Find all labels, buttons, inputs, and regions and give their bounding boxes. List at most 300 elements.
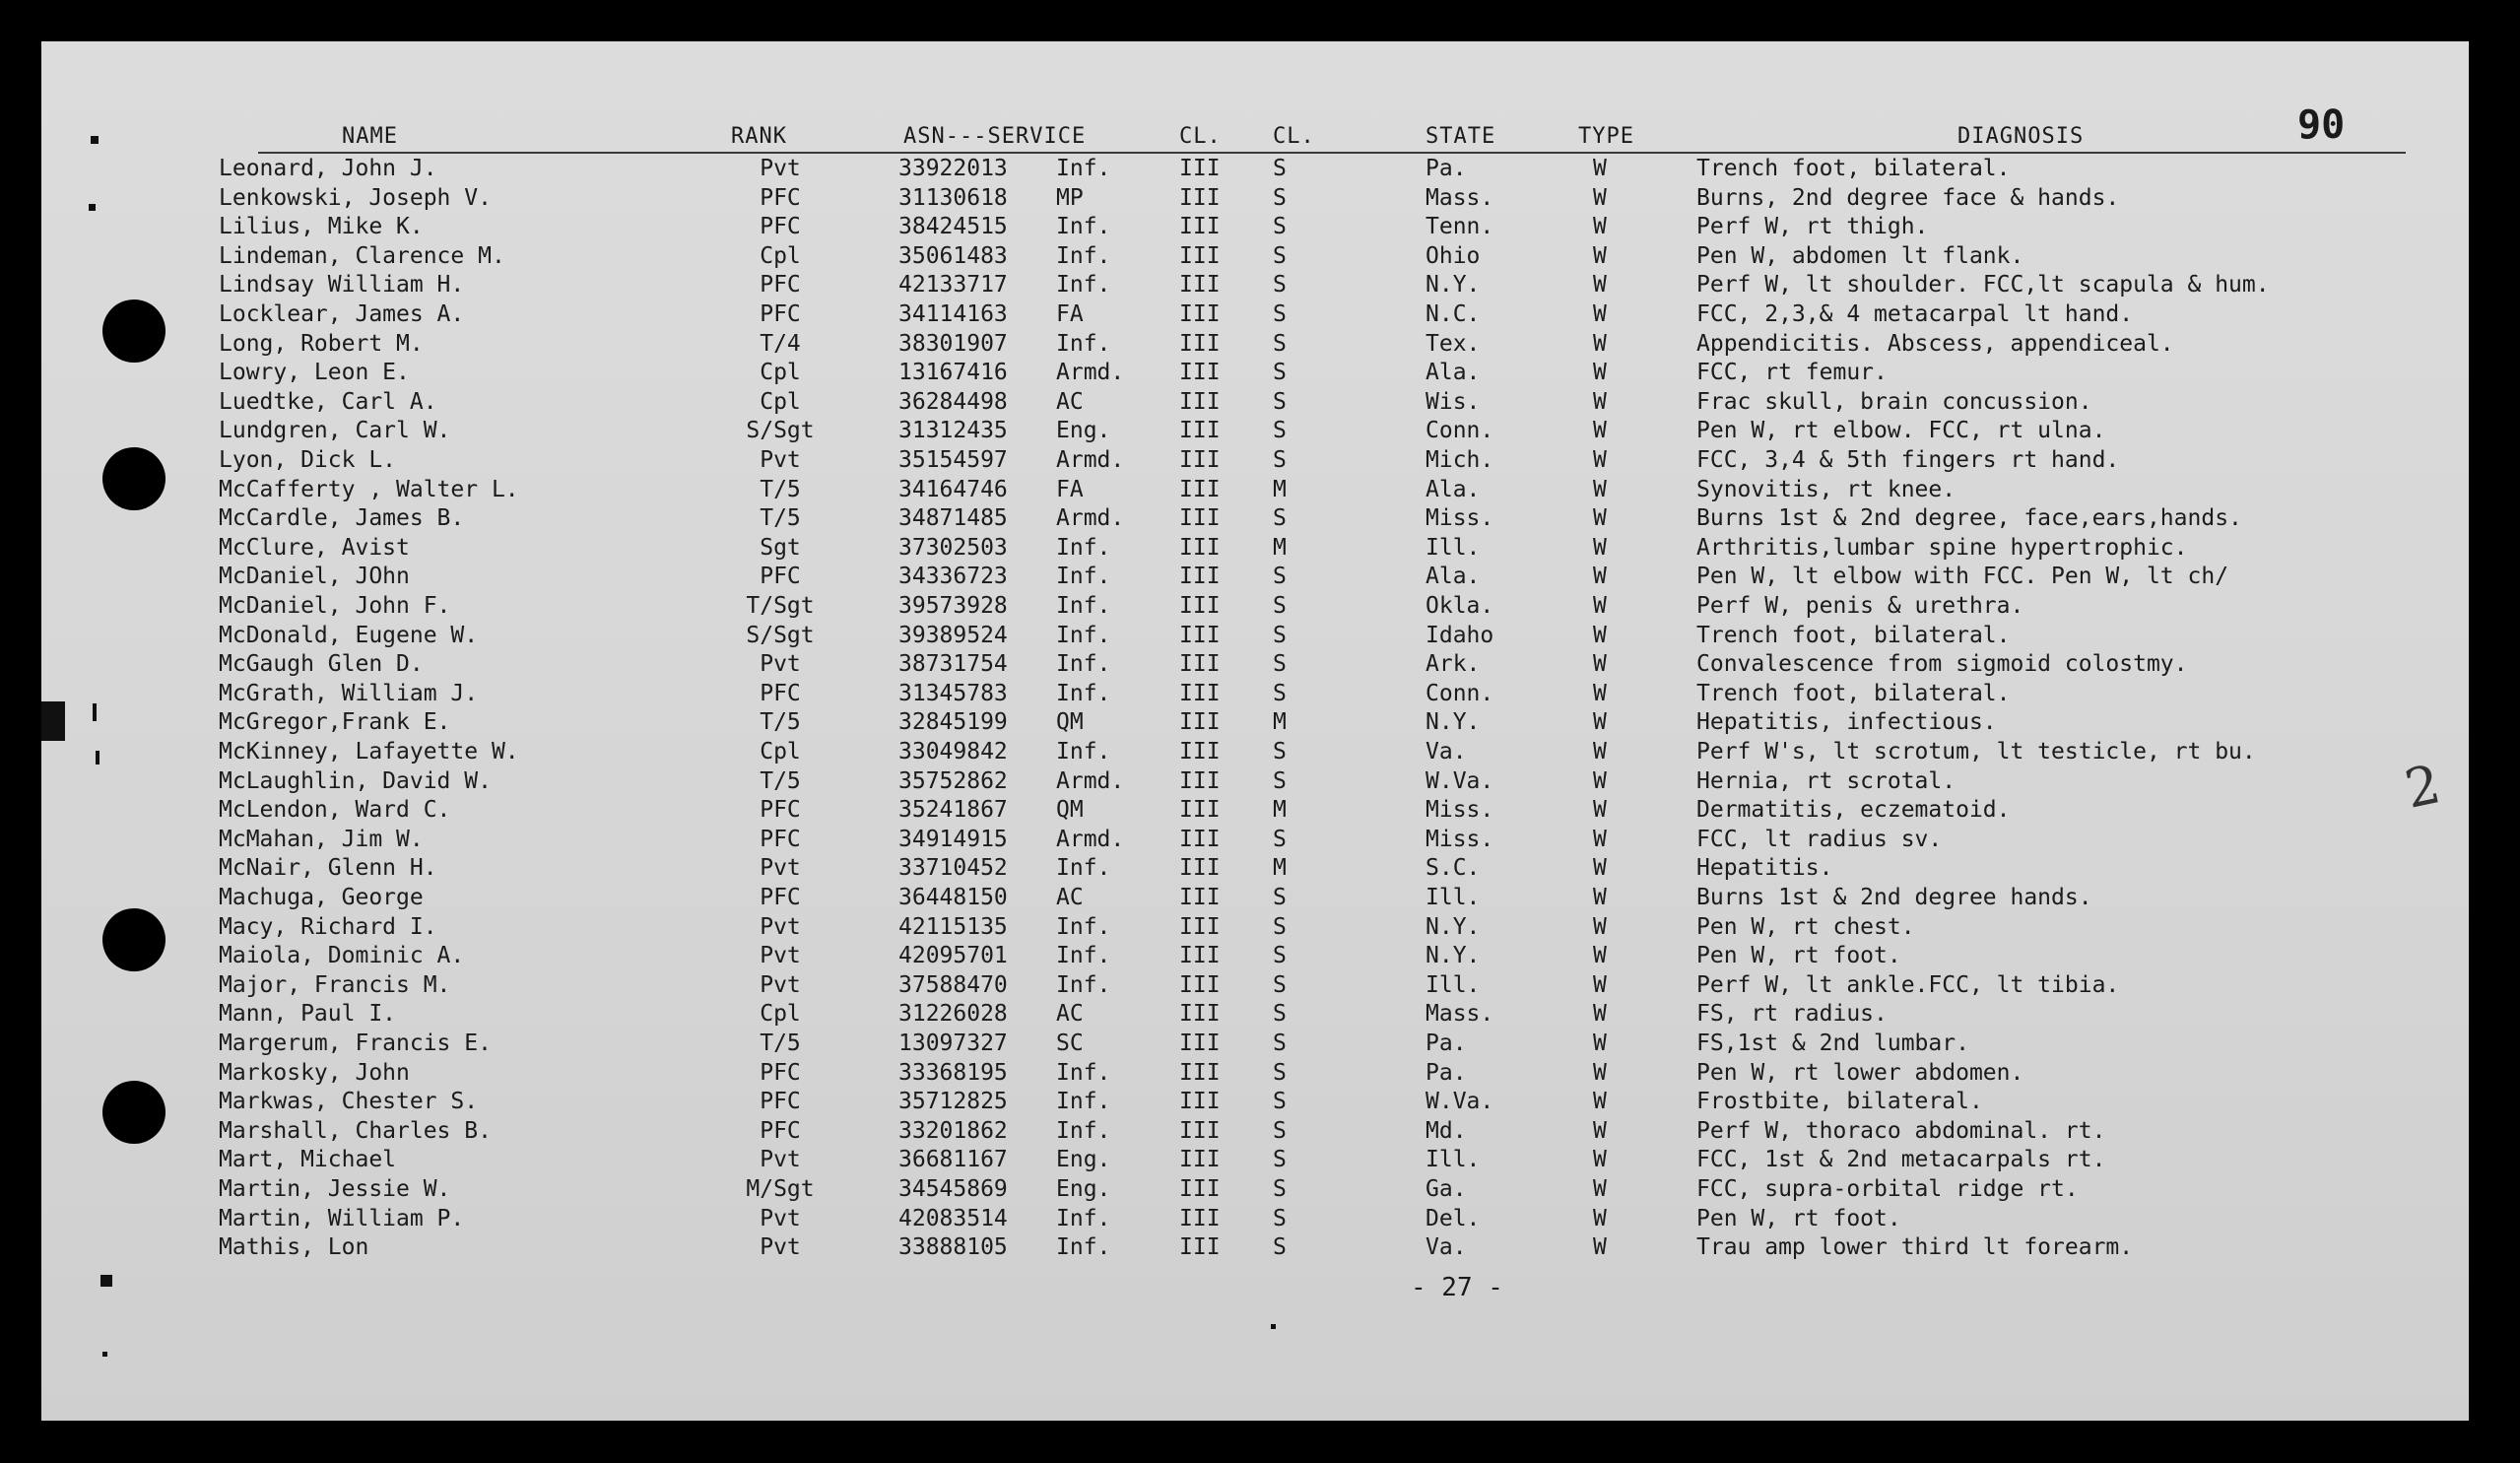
row-name: Lundgren, Carl W. [219,418,451,444]
row-class-1: III [1179,214,1221,240]
row-state: Ill. [1426,885,1481,910]
row-class-1: III [1179,1176,1221,1202]
table-row [41,855,2469,885]
row-state: Del. [1426,1205,1481,1231]
row-asn: 33710452 [898,855,1008,882]
row-rank: T/4 [760,330,801,357]
row-asn: 38301907 [898,330,1008,357]
row-class-1: III [1179,855,1221,882]
row-class-1: III [1179,242,1221,269]
row-state: Conn. [1426,418,1494,444]
row-service: Eng. [1056,418,1111,444]
header-class-2: CL. [1273,124,1315,149]
row-rank: Pvt [760,855,801,882]
margin-mark [100,1275,112,1287]
row-rank: PFC [760,1089,801,1115]
row-class-1: III [1179,301,1221,327]
row-rank: Cpl [760,242,801,269]
table-row [41,214,2469,243]
row-class-2: S [1273,156,1287,181]
row-service: MP [1056,184,1084,211]
row-class-2: S [1273,1117,1287,1144]
row-service: AC [1056,885,1084,910]
row-diagnosis: Hernia, rt scrotal. [1696,767,1956,794]
row-type: W [1593,272,1607,299]
header-asn-service: ASN---SERVICE [903,124,1087,149]
row-class-1: III [1179,913,1221,940]
row-diagnosis: Perf W, lt shoulder. FCC,lt scapula & hum. [1696,272,2270,299]
row-rank: Pvt [760,447,801,473]
row-class-2: S [1273,242,1287,269]
row-class-1: III [1179,1059,1221,1086]
row-class-1: III [1179,739,1221,765]
row-asn: 34545869 [898,1176,1008,1202]
row-asn: 33049842 [898,739,1008,765]
row-type: W [1593,156,1607,181]
row-diagnosis: Arthritis,lumbar spine hypertrophic. [1696,534,2188,561]
row-asn: 35752862 [898,767,1008,794]
row-rank: PFC [760,797,801,824]
table-row [41,389,2469,419]
row-class-2: S [1273,272,1287,299]
row-diagnosis: Burns 1st & 2nd degree, face,ears,hands. [1696,505,2242,532]
row-state: Tex. [1426,330,1481,357]
row-diagnosis: Perf W's, lt scrotum, lt testicle, rt bu. [1696,739,2256,765]
row-diagnosis: FS, rt radius. [1696,1001,1888,1028]
row-class-1: III [1179,388,1221,415]
row-state: Ohio [1426,242,1481,269]
row-state: S.C. [1426,855,1481,882]
row-rank: Pvt [760,1234,801,1261]
row-name: Maiola, Dominic A. [219,943,465,969]
row-state: Conn. [1426,680,1494,706]
row-class-1: III [1179,272,1221,299]
handwritten-annotation: 2 [2399,753,2446,821]
row-type: W [1593,651,1607,678]
row-asn: 31226028 [898,1001,1008,1028]
row-name: Martin, William P. [219,1205,465,1231]
row-rank: PFC [760,680,801,706]
row-asn: 39389524 [898,622,1008,648]
row-diagnosis: Pen W, rt foot. [1696,1205,1901,1231]
table-row [41,272,2469,301]
row-type: W [1593,709,1607,736]
row-asn: 31345783 [898,680,1008,706]
row-state: Ga. [1426,1176,1467,1202]
row-class-2: S [1273,301,1287,327]
row-class-2: S [1273,885,1287,910]
row-service: Armd. [1056,505,1125,532]
row-class-1: III [1179,1117,1221,1144]
row-name: Luedtke, Carl A. [219,388,437,415]
row-class-2: S [1273,1147,1287,1173]
row-rank: T/5 [760,709,801,736]
row-diagnosis: Pen W, rt chest. [1696,913,1915,940]
row-service: QM [1056,709,1084,736]
row-class-2: S [1273,1059,1287,1086]
row-rank: Pvt [760,943,801,969]
row-type: W [1593,1176,1607,1202]
row-name: Mathis, Lon [219,1234,369,1261]
row-type: W [1593,330,1607,357]
table-row [41,185,2469,215]
row-diagnosis: Trau amp lower third lt forearm. [1696,1234,2134,1261]
row-asn: 31312435 [898,418,1008,444]
table-row [41,1118,2469,1148]
row-class-1: III [1179,971,1221,998]
margin-mark [1271,1324,1276,1329]
row-class-2: S [1273,360,1287,386]
row-rank: T/5 [760,505,801,532]
table-row [41,535,2469,565]
row-type: W [1593,913,1607,940]
row-name: Mann, Paul I. [219,1001,397,1028]
row-state: W.Va. [1426,767,1494,794]
row-asn: 35061483 [898,242,1008,269]
row-diagnosis: Hepatitis. [1696,855,1833,882]
row-service: Armd. [1056,826,1125,852]
row-type: W [1593,388,1607,415]
row-type: W [1593,767,1607,794]
row-class-1: III [1179,943,1221,969]
row-rank: S/Sgt [746,622,815,648]
row-asn: 13097327 [898,1031,1008,1056]
row-class-1: III [1179,680,1221,706]
row-asn: 36448150 [898,885,1008,910]
row-name: McDaniel, John F. [219,593,451,619]
row-name: Lyon, Dick L. [219,447,397,473]
row-class-1: III [1179,1205,1221,1231]
row-asn: 35712825 [898,1089,1008,1115]
row-state: Va. [1426,1234,1467,1261]
row-diagnosis: Frostbite, bilateral. [1696,1089,1983,1115]
table-row [41,1176,2469,1206]
row-class-1: III [1179,651,1221,678]
row-state: N.C. [1426,301,1481,327]
row-class-1: III [1179,534,1221,561]
row-rank: Pvt [760,156,801,181]
row-diagnosis: Appendicitis. Abscess, appendiceal. [1696,330,2174,357]
row-diagnosis: Trench foot, bilateral. [1696,622,2011,648]
row-service: Inf. [1056,1205,1111,1231]
row-asn: 34871485 [898,505,1008,532]
row-service: Inf. [1056,564,1111,590]
margin-mark [91,136,99,144]
row-asn: 37588470 [898,971,1008,998]
row-diagnosis: Perf W, thoraco abdominal. rt. [1696,1117,2106,1144]
row-type: W [1593,622,1607,648]
row-type: W [1593,680,1607,706]
row-class-1: III [1179,885,1221,910]
row-name: Lindeman, Clarence M. [219,242,505,269]
row-diagnosis: Trench foot, bilateral. [1696,680,2011,706]
header-class-1: CL. [1179,124,1222,149]
row-diagnosis: FCC, 3,4 & 5th fingers rt hand. [1696,447,2120,473]
row-class-1: III [1179,622,1221,648]
table-row [41,739,2469,768]
row-service: Inf. [1056,1059,1111,1086]
row-type: W [1593,505,1607,532]
table-row [41,1234,2469,1264]
table-row [41,1147,2469,1176]
row-state: Pa. [1426,1031,1467,1056]
table-row [41,301,2469,331]
row-class-2: M [1273,855,1287,882]
row-class-2: S [1273,651,1287,678]
row-state: Pa. [1426,156,1467,181]
row-class-1: III [1179,418,1221,444]
header-type: TYPE [1578,124,1634,149]
row-service: Inf. [1056,913,1111,940]
row-class-1: III [1179,1089,1221,1115]
row-class-2: S [1273,184,1287,211]
row-class-1: III [1179,360,1221,386]
table-row [41,1001,2469,1031]
row-type: W [1593,1089,1607,1115]
row-state: Ark. [1426,651,1481,678]
row-service: Inf. [1056,214,1111,240]
row-type: W [1593,885,1607,910]
row-service: AC [1056,388,1084,415]
row-state: Mass. [1426,184,1494,211]
row-class-2: S [1273,564,1287,590]
row-type: W [1593,943,1607,969]
row-service: FA [1056,476,1084,502]
row-name: Machuga, George [219,885,424,910]
row-service: Inf. [1056,156,1111,181]
row-rank: PFC [760,826,801,852]
row-state: Tenn. [1426,214,1494,240]
table-row [41,477,2469,506]
table-row [41,885,2469,914]
row-name: McDonald, Eugene W. [219,622,479,648]
row-type: W [1593,797,1607,824]
row-rank: PFC [760,885,801,910]
row-service: Inf. [1056,943,1111,969]
row-diagnosis: Perf W, lt ankle.FCC, lt tibia. [1696,971,2120,998]
row-class-2: S [1273,505,1287,532]
row-asn: 34914915 [898,826,1008,852]
row-asn: 37302503 [898,534,1008,561]
row-type: W [1593,1031,1607,1056]
table-row [41,593,2469,623]
row-class-2: M [1273,797,1287,824]
row-class-2: S [1273,767,1287,794]
row-class-2: S [1273,1176,1287,1202]
table-row [41,623,2469,652]
row-type: W [1593,1205,1607,1231]
row-type: W [1593,476,1607,502]
row-name: Margerum, Francis E. [219,1031,492,1056]
row-state: Ala. [1426,476,1481,502]
row-type: W [1593,242,1607,269]
row-class-2: S [1273,214,1287,240]
footer-page-number: - 27 - [1411,1273,1503,1302]
row-rank: Cpl [760,388,801,415]
row-class-2: M [1273,709,1287,736]
row-diagnosis: FCC, lt radius sv. [1696,826,1943,852]
row-name: Mart, Michael [219,1147,397,1173]
row-rank: PFC [760,184,801,211]
row-class-1: III [1179,1001,1221,1028]
row-state: Ill. [1426,971,1481,998]
row-service: Inf. [1056,1117,1111,1144]
row-name: Major, Francis M. [219,971,451,998]
row-rank: T/Sgt [746,593,815,619]
row-class-1: III [1179,1031,1221,1056]
table-row [41,1060,2469,1090]
row-asn: 39573928 [898,593,1008,619]
row-diagnosis: Perf W, rt thigh. [1696,214,1929,240]
table-row [41,651,2469,681]
header-name: NAME [342,124,398,149]
row-state: Pa. [1426,1059,1467,1086]
row-class-2: M [1273,476,1287,502]
row-asn: 36284498 [898,388,1008,415]
row-name: Lowry, Leon E. [219,360,410,386]
row-rank: PFC [760,214,801,240]
row-rank: S/Sgt [746,418,815,444]
row-asn: 42133717 [898,272,1008,299]
row-class-1: III [1179,447,1221,473]
row-diagnosis: Perf W, penis & urethra. [1696,593,2024,619]
row-state: Miss. [1426,797,1494,824]
row-class-2: S [1273,330,1287,357]
row-name: McCafferty , Walter L. [219,476,519,502]
row-diagnosis: FCC, rt femur. [1696,360,1888,386]
row-state: Mass. [1426,1001,1494,1028]
row-state: Wis. [1426,388,1481,415]
row-type: W [1593,739,1607,765]
row-name: Long, Robert M. [219,330,424,357]
header-rank: RANK [731,124,787,149]
row-state: Va. [1426,739,1467,765]
row-service: Inf. [1056,971,1111,998]
row-type: W [1593,214,1607,240]
row-service: Inf. [1056,1089,1111,1115]
row-service: Inf. [1056,739,1111,765]
row-service: Armd. [1056,360,1125,386]
row-rank: PFC [760,301,801,327]
row-rank: Pvt [760,913,801,940]
row-name: Leonard, John J. [219,156,437,181]
table-row [41,447,2469,477]
table-row [41,943,2469,972]
row-asn: 35241867 [898,797,1008,824]
row-state: Miss. [1426,826,1494,852]
row-class-1: III [1179,797,1221,824]
row-diagnosis: Trench foot, bilateral. [1696,156,2011,181]
row-rank: Cpl [760,1001,801,1028]
row-asn: 34164746 [898,476,1008,502]
row-type: W [1593,418,1607,444]
row-service: Armd. [1056,767,1125,794]
row-name: McCardle, James B. [219,505,465,532]
row-service: AC [1056,1001,1084,1028]
row-asn: 42083514 [898,1205,1008,1231]
row-rank: Pvt [760,1205,801,1231]
row-type: W [1593,564,1607,590]
row-type: W [1593,855,1607,882]
row-asn: 42115135 [898,913,1008,940]
row-state: Ala. [1426,360,1481,386]
row-name: Locklear, James A. [219,301,465,327]
row-type: W [1593,1234,1607,1261]
row-name: McGrath, William J. [219,680,479,706]
row-asn: 34336723 [898,564,1008,590]
row-state: W.Va. [1426,1089,1494,1115]
row-class-1: III [1179,709,1221,736]
row-class-1: III [1179,505,1221,532]
table-row [41,972,2469,1002]
row-service: Inf. [1056,622,1111,648]
table-row [41,360,2469,389]
row-type: W [1593,1059,1607,1086]
row-class-2: S [1273,826,1287,852]
row-name: McMahan, Jim W. [219,826,424,852]
row-service: Inf. [1056,680,1111,706]
table-row [41,564,2469,593]
row-state: Okla. [1426,593,1494,619]
table-row [41,1089,2469,1118]
row-diagnosis: Pen W, rt foot. [1696,943,1901,969]
row-diagnosis: Hepatitis, infectious. [1696,709,1997,736]
table-row [41,1206,2469,1235]
table-row [41,768,2469,798]
row-name: McKinney, Lafayette W. [219,739,519,765]
row-class-2: S [1273,622,1287,648]
row-name: McDaniel, JOhn [219,564,410,590]
row-state: Idaho [1426,622,1494,648]
row-class-2: S [1273,1089,1287,1115]
row-service: QM [1056,797,1084,824]
row-state: Ala. [1426,564,1481,590]
row-class-2: S [1273,1234,1287,1261]
row-type: W [1593,447,1607,473]
row-diagnosis: FCC, 1st & 2nd metacarpals rt. [1696,1147,2106,1173]
row-class-2: S [1273,593,1287,619]
row-class-1: III [1179,593,1221,619]
row-diagnosis: FCC, supra-orbital ridge rt. [1696,1176,2079,1202]
row-diagnosis: Burns 1st & 2nd degree hands. [1696,885,2092,910]
row-class-2: S [1273,388,1287,415]
margin-mark [102,1352,107,1357]
row-rank: PFC [760,564,801,590]
row-service: Inf. [1056,272,1111,299]
row-asn: 34114163 [898,301,1008,327]
row-state: Md. [1426,1117,1467,1144]
row-class-1: III [1179,156,1221,181]
row-service: SC [1056,1031,1084,1056]
row-name: Macy, Richard I. [219,913,437,940]
row-name: Markwas, Chester S. [219,1089,479,1115]
row-name: Marshall, Charles B. [219,1117,492,1144]
row-diagnosis: Burns, 2nd degree face & hands. [1696,184,2120,211]
row-service: Inf. [1056,242,1111,269]
table-row [41,418,2469,447]
row-class-1: III [1179,1234,1221,1261]
row-diagnosis: Convalescence from sigmoid colostmy. [1696,651,2188,678]
row-class-2: S [1273,739,1287,765]
row-service: Inf. [1056,1234,1111,1261]
row-rank: PFC [760,272,801,299]
table-row [41,914,2469,944]
row-state: Ill. [1426,534,1481,561]
row-rank: Pvt [760,971,801,998]
row-rank: PFC [760,1059,801,1086]
row-asn: 36681167 [898,1147,1008,1173]
table-row [41,827,2469,856]
